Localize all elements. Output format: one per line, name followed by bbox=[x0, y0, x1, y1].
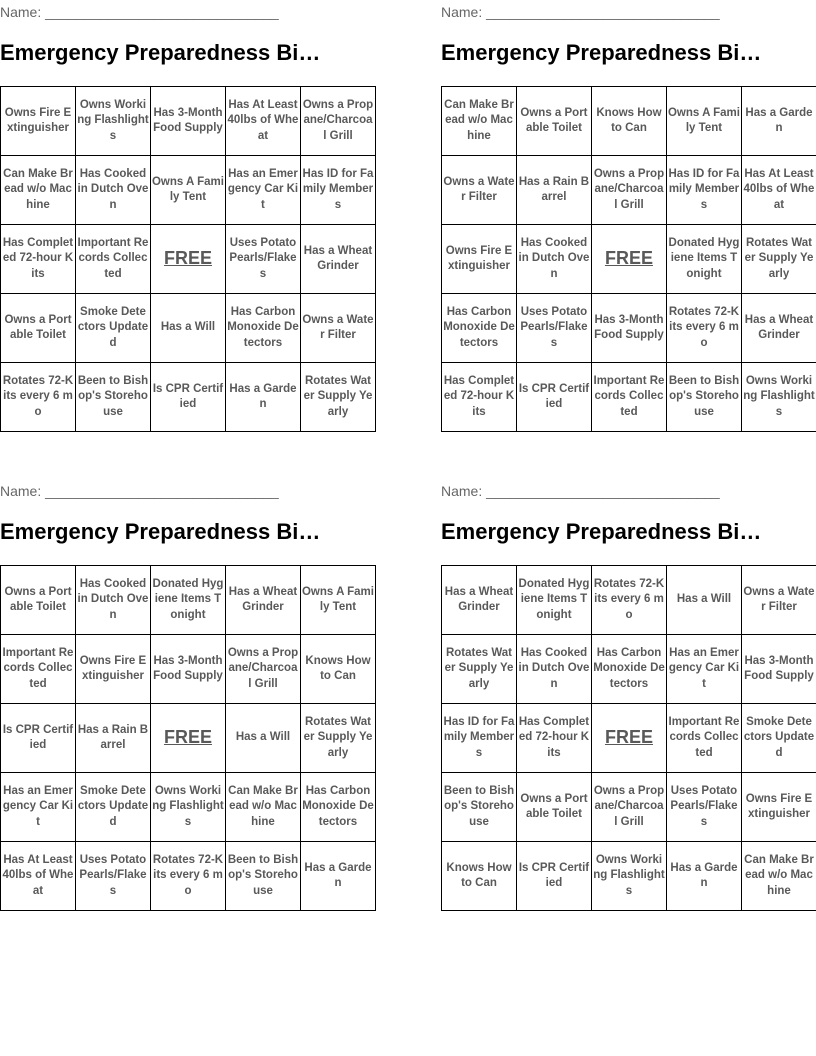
bingo-square: Has Cooked in Dutch Oven bbox=[75, 156, 150, 225]
bingo-square: Can Make Bread w/o Machine bbox=[442, 87, 517, 156]
bingo-square: Has 3-Month Food Supply bbox=[150, 635, 225, 704]
bingo-row bbox=[1, 225, 376, 294]
bingo-square: Has Carbon Monoxide Detectors bbox=[225, 294, 300, 363]
bingo-square: Owns Working Flashlights bbox=[150, 773, 225, 842]
bingo-square: Important Records Collected bbox=[591, 363, 666, 432]
bingo-square: Rotates 72-Kits every 6 mo bbox=[591, 566, 666, 635]
bingo-square: Knows How to Can bbox=[442, 842, 517, 911]
bingo-square: Has 3-Month Food Supply bbox=[591, 294, 666, 363]
bingo-square: Has Completed 72-hour Kits bbox=[1, 225, 76, 294]
card-title: Emergency Preparedness Bi… bbox=[441, 519, 762, 544]
name-field-label: Name: ______________________________ bbox=[441, 4, 720, 20]
bingo-square: Has 3-Month Food Supply bbox=[150, 87, 225, 156]
bingo-square: Is CPR Certified bbox=[516, 842, 591, 911]
bingo-square: Owns a Portable Toilet bbox=[1, 566, 76, 635]
bingo-square: Has Cooked in Dutch Oven bbox=[516, 635, 591, 704]
free-space: FREE bbox=[150, 704, 225, 773]
bingo-grid bbox=[441, 86, 816, 432]
bingo-row bbox=[442, 773, 816, 842]
bingo-square: Important Records Collected bbox=[1, 635, 76, 704]
bingo-square: Has 3-Month Food Supply bbox=[741, 635, 816, 704]
bingo-square: Has an Emergency Car Kit bbox=[1, 773, 76, 842]
name-field-label: Name: ______________________________ bbox=[0, 4, 279, 20]
bingo-square: Owns A Family Tent bbox=[150, 156, 225, 225]
bingo-square: Has a Rain Barrel bbox=[516, 156, 591, 225]
bingo-square: Has Completed 72-hour Kits bbox=[516, 704, 591, 773]
bingo-square: Knows How to Can bbox=[591, 87, 666, 156]
bingo-square: Has Cooked in Dutch Oven bbox=[516, 225, 591, 294]
bingo-square: Rotates 72-Kits every 6 mo bbox=[666, 294, 741, 363]
bingo-row bbox=[442, 363, 816, 432]
bingo-square: Has ID for Family Members bbox=[666, 156, 741, 225]
bingo-square: Been to Bishop's Storehouse bbox=[442, 773, 517, 842]
bingo-row bbox=[442, 294, 816, 363]
free-space: FREE bbox=[591, 704, 666, 773]
bingo-square: Important Records Collected bbox=[75, 225, 150, 294]
card-title: Emergency Preparedness Bi… bbox=[0, 40, 321, 65]
bingo-square: Is CPR Certified bbox=[150, 363, 225, 432]
bingo-row bbox=[1, 635, 376, 704]
bingo-square: Owns Fire Extinguisher bbox=[741, 773, 816, 842]
bingo-square: Has Completed 72-hour Kits bbox=[442, 363, 517, 432]
bingo-row bbox=[1, 842, 376, 911]
bingo-row bbox=[1, 87, 376, 156]
card-title: Emergency Preparedness Bi… bbox=[441, 40, 762, 65]
bingo-square: Has Carbon Monoxide Detectors bbox=[591, 635, 666, 704]
bingo-square: Has a Rain Barrel bbox=[75, 704, 150, 773]
bingo-square: Has a Will bbox=[667, 566, 742, 635]
bingo-card-4 bbox=[441, 482, 816, 897]
bingo-square: Rotates Water Supply Yearly bbox=[442, 635, 517, 704]
bingo-grid bbox=[441, 565, 816, 911]
bingo-square: Has a Wheat Grinder bbox=[741, 294, 816, 363]
bingo-row bbox=[1, 773, 376, 842]
bingo-square: Is CPR Certified bbox=[516, 363, 591, 432]
bingo-square: Knows How to Can bbox=[300, 635, 375, 704]
bingo-row bbox=[442, 87, 816, 156]
bingo-square: Owns Fire Extinguisher bbox=[1, 87, 76, 156]
bingo-square: Has Carbon Monoxide Detectors bbox=[300, 773, 375, 842]
bingo-square: Can Make Bread w/o Machine bbox=[741, 842, 816, 911]
bingo-square: Has ID for Family Members bbox=[300, 156, 375, 225]
bingo-square: Is CPR Certified bbox=[1, 704, 76, 773]
bingo-square: Donated Hygiene Items Tonight bbox=[516, 566, 591, 635]
bingo-square: Has a Garden bbox=[225, 363, 300, 432]
bingo-row bbox=[1, 294, 376, 363]
bingo-square: Uses Potato Pearls/Flakes bbox=[516, 294, 591, 363]
bingo-square: Owns a Propane/Charcoal Grill bbox=[591, 156, 666, 225]
bingo-square: Owns Fire Extinguisher bbox=[442, 225, 517, 294]
bingo-row bbox=[442, 566, 816, 635]
bingo-square: Uses Potato Pearls/Flakes bbox=[667, 773, 742, 842]
bingo-square: Has At Least 40lbs of Wheat bbox=[741, 156, 816, 225]
free-space: FREE bbox=[591, 225, 666, 294]
bingo-square: Owns Fire Extinguisher bbox=[75, 635, 150, 704]
bingo-square: Has an Emergency Car Kit bbox=[225, 156, 300, 225]
bingo-grid bbox=[0, 86, 376, 432]
bingo-square: Has a Will bbox=[225, 704, 300, 773]
bingo-square: Can Make Bread w/o Machine bbox=[225, 773, 300, 842]
bingo-square: Owns a Portable Toilet bbox=[516, 87, 591, 156]
bingo-card-1 bbox=[0, 3, 376, 418]
bingo-square: Has a Will bbox=[150, 294, 225, 363]
bingo-square: Owns Working Flashlights bbox=[741, 363, 816, 432]
bingo-square: Owns A Family Tent bbox=[300, 566, 375, 635]
bingo-square: Has At Least 40lbs of Wheat bbox=[225, 87, 300, 156]
free-space: FREE bbox=[150, 225, 225, 294]
bingo-row bbox=[442, 704, 816, 773]
bingo-square: Owns A Family Tent bbox=[666, 87, 741, 156]
bingo-square: Rotates 72-Kits every 6 mo bbox=[150, 842, 225, 911]
bingo-row bbox=[442, 225, 816, 294]
bingo-row bbox=[1, 156, 376, 225]
bingo-square: Rotates 72-Kits every 6 mo bbox=[1, 363, 76, 432]
bingo-square: Been to Bishop's Storehouse bbox=[75, 363, 150, 432]
bingo-square: Owns a Propane/Charcoal Grill bbox=[300, 87, 375, 156]
bingo-square: Has a Wheat Grinder bbox=[442, 566, 517, 635]
bingo-row bbox=[1, 363, 376, 432]
bingo-square: Been to Bishop's Storehouse bbox=[666, 363, 741, 432]
bingo-square: Uses Potato Pearls/Flakes bbox=[75, 842, 150, 911]
bingo-square: Donated Hygiene Items Tonight bbox=[666, 225, 741, 294]
bingo-square: Owns Working Flashlights bbox=[75, 87, 150, 156]
bingo-square: Smoke Detectors Updated bbox=[75, 773, 150, 842]
bingo-square: Owns a Portable Toilet bbox=[516, 773, 591, 842]
card-title: Emergency Preparedness Bi… bbox=[0, 519, 321, 544]
bingo-square: Has an Emergency Car Kit bbox=[667, 635, 742, 704]
bingo-square: Rotates Water Supply Yearly bbox=[741, 225, 816, 294]
bingo-square: Smoke Detectors Updated bbox=[75, 294, 150, 363]
bingo-row bbox=[442, 156, 816, 225]
bingo-square: Has Cooked in Dutch Oven bbox=[75, 566, 150, 635]
name-field-label: Name: ______________________________ bbox=[441, 483, 720, 499]
bingo-card-2 bbox=[441, 3, 816, 418]
bingo-square: Owns a Portable Toilet bbox=[1, 294, 76, 363]
bingo-square: Has a Garden bbox=[300, 842, 375, 911]
bingo-square: Owns a Water Filter bbox=[300, 294, 375, 363]
bingo-square: Rotates Water Supply Yearly bbox=[300, 704, 375, 773]
bingo-square: Important Records Collected bbox=[667, 704, 742, 773]
bingo-square: Owns a Propane/Charcoal Grill bbox=[591, 773, 666, 842]
bingo-square: Has a Garden bbox=[741, 87, 816, 156]
bingo-square: Rotates Water Supply Yearly bbox=[300, 363, 375, 432]
bingo-square: Owns a Water Filter bbox=[741, 566, 816, 635]
bingo-card-3 bbox=[0, 482, 376, 897]
bingo-square: Owns a Water Filter bbox=[442, 156, 517, 225]
bingo-square: Has At Least 40lbs of Wheat bbox=[1, 842, 76, 911]
bingo-square: Donated Hygiene Items Tonight bbox=[150, 566, 225, 635]
bingo-row bbox=[442, 842, 816, 911]
bingo-square: Has a Garden bbox=[667, 842, 742, 911]
bingo-grid bbox=[0, 565, 376, 911]
name-field-label: Name: ______________________________ bbox=[0, 483, 279, 499]
bingo-square: Has a Wheat Grinder bbox=[225, 566, 300, 635]
bingo-row bbox=[442, 635, 816, 704]
bingo-square: Has ID for Family Members bbox=[442, 704, 517, 773]
bingo-square: Been to Bishop's Storehouse bbox=[225, 842, 300, 911]
bingo-row bbox=[1, 704, 376, 773]
bingo-square: Smoke Detectors Updated bbox=[741, 704, 816, 773]
bingo-square: Has Carbon Monoxide Detectors bbox=[442, 294, 517, 363]
bingo-square: Owns a Propane/Charcoal Grill bbox=[225, 635, 300, 704]
bingo-row bbox=[1, 566, 376, 635]
bingo-square: Uses Potato Pearls/Flakes bbox=[225, 225, 300, 294]
bingo-square: Can Make Bread w/o Machine bbox=[1, 156, 76, 225]
bingo-square: Has a Wheat Grinder bbox=[300, 225, 375, 294]
bingo-square: Owns Working Flashlights bbox=[591, 842, 666, 911]
